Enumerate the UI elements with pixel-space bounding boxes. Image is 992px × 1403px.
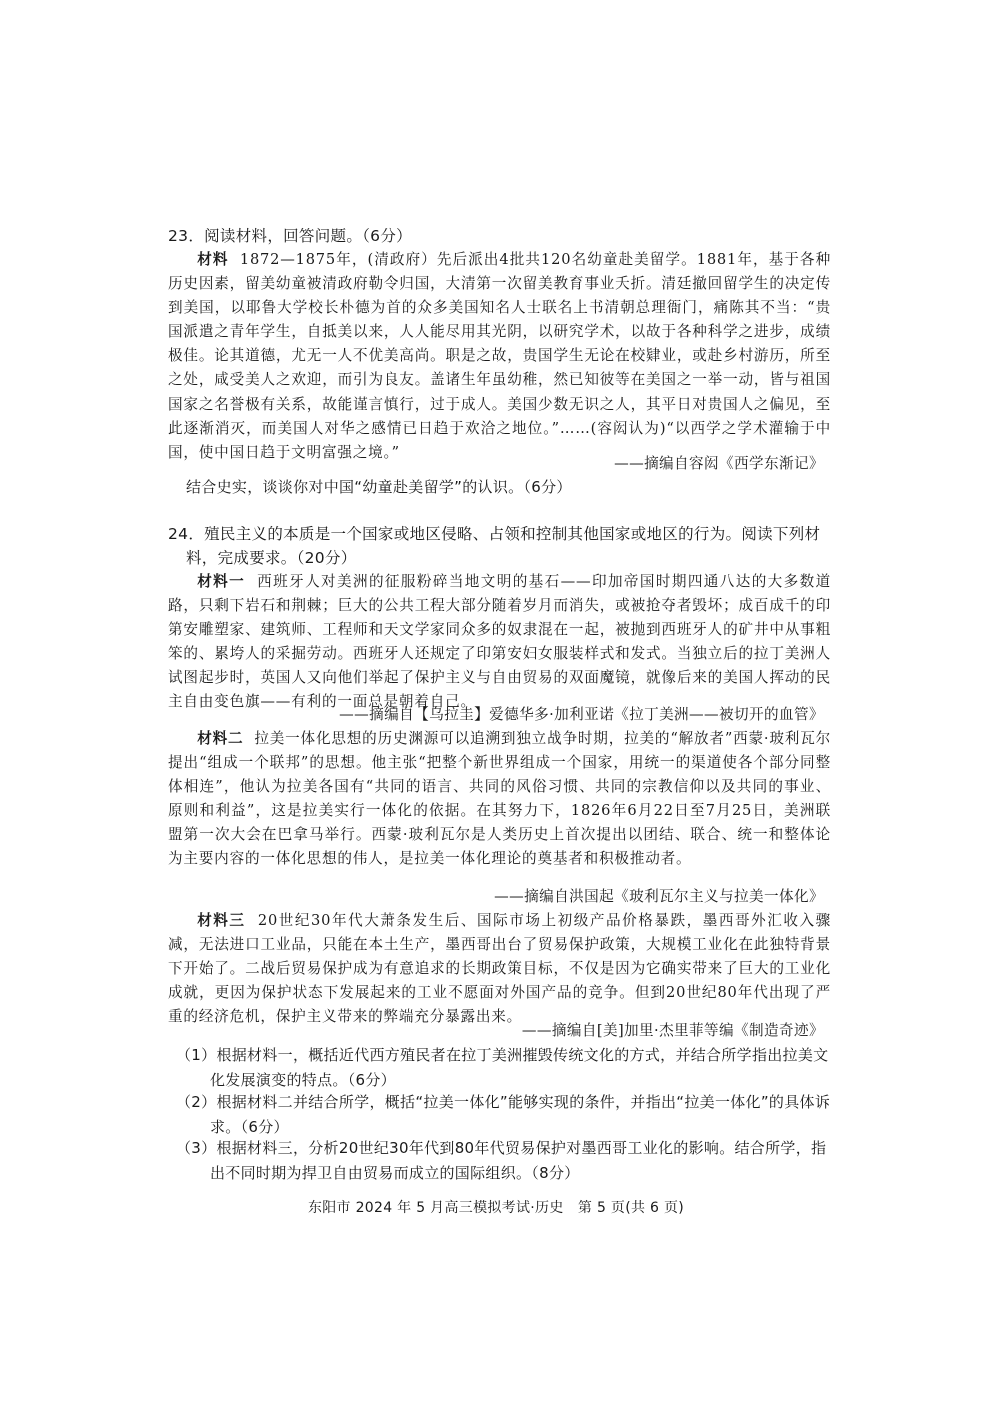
question-23-title: 23．阅读材料，回答问题。（6分） xyxy=(168,227,412,245)
material-1-source: ——摘编自【乌拉圭】爱德华多·加利亚诺《拉丁美洲——被切开的血管》 xyxy=(339,706,824,723)
material-2-source: ——摘编自洪国起《玻利瓦尔主义与拉美一体化》 xyxy=(494,888,824,905)
q24-material-3 xyxy=(168,909,831,1029)
question-24-title-text: 24．殖民主义的本质是一个国家或地区侵略、占领和控制其他国家或地区的行为。阅读下列材料，完成要求。（20分） xyxy=(168,525,821,567)
material-3-label: 材料三 xyxy=(197,912,246,929)
question-24-title xyxy=(168,522,833,570)
sub-question-3: （3）根据材料三，分析20世纪30年代到80年代贸易保护对墨西哥工业化的影响。结合所学，指出不同时期为捍卫自由贸易而成立的国际组织。（8分） xyxy=(176,1139,827,1182)
material-3-text: 20世纪30年代大萧条发生后、国际市场上初级产品价格暴跌，墨西哥外汇收入骤减，无法进口工业品，只能在本土生产，墨西哥出台了贸易保护政策，大规模工业化在此独特背景下开始了。二战后贸易保护成为有意追求的长期政策目标，不仅是因为它确实带来了巨大的工业化成就，更因为保护状态下发展起来的工业不愿面对外国产品的竞争。但到20世纪80年代出现了严重的经济危机，保护主义带来的弊端充分暴露出来。 xyxy=(168,912,831,1026)
material-2-label: 材料二 xyxy=(197,730,244,747)
question-23-prompt: 结合史实，谈谈你对中国“幼童赴美留学”的认识。（6分） xyxy=(186,478,572,496)
material-1-label: 材料一 xyxy=(197,573,246,590)
q24-material-1 xyxy=(168,570,831,715)
material-label: 材料 xyxy=(197,251,229,268)
question-23-material xyxy=(168,248,831,465)
sub-question-1: （1）根据材料一，概括近代西方殖民者在拉丁美洲摧毁传统文化的方式，并结合所学指出拉美文化发展演变的特点。（6分） xyxy=(176,1046,829,1089)
material-1-text: 西班牙人对美洲的征服粉碎当地文明的基石——印加帝国时期四通八达的大多数道路，只剩下岩石和荆棘；巨大的公共工程大部分随着岁月而消失，或被抢夺者毁坏；成百成千的印第安雕塑家、建筑师、工程师和天文学家同众多的奴隶混在一起，被抛到西班牙人的矿井中从事粗笨的、累垮人的采掘劳动。西班牙人还规定了印第安妇女服装样式和发式。当独立后的拉丁美洲人试图起步时，英国人又向他们举起了保护主义与自由贸易的双面魔镜，就像后来的美国人挥动的民主自由变色旗——有利的一面总是朝着自己。 xyxy=(168,573,831,711)
page-footer: 东阳市 2024 年 5 月高三模拟考试·历史 第 5 页(共 6 页) xyxy=(307,1200,685,1216)
question-23-source: ——摘编自容闳《西学东渐记》 xyxy=(614,455,824,472)
material-3-source: ——摘编自[美]加里·杰里菲等编《制造奇迹》 xyxy=(521,1022,824,1039)
material-text: 1872—1875年，(清政府）先后派出4批共120名幼童赴美留学。1881年，基于各种历史因素，留美幼童被清政府勒令归国，大清第一次留美教育事业夭折。清廷撤回留学生的决定传到美国，以耶鲁大学校长朴德为首的众多美国知名人士联名上书清朝总理衙门，痛陈其不当：“贵国派遣之青年学生，自抵美以来，人人能尽用其光阴，以研究学术，以故于各种科学之进步，成绩极佳。论其道德，尤无一人不优美高尚。职是之故，贵国学生无论在校肄业，或赴乡村游历，所至之处，咸受美人之欢迎，而引为良友。盖诸生年虽幼稚，然已知彼等在美国之一举一动，皆与祖国国家之名誉极有关系，故能谨言慎行，过于成人。美国少数无识之人，其平日对贵国人之偏见，至此逐渐消灭，而美国人对华之感情已日趋于欢洽之地位。”……(容闳认为)“以西学之学术灌输于中国，使中国日趋于文明富强之境。” xyxy=(168,251,831,461)
sub-question-2: （2）根据材料二并结合所学，概括“拉美一体化”能够实现的条件，并指出“拉美一体化”的具体诉求。（6分） xyxy=(176,1093,831,1136)
material-2-text: 拉美一体化思想的历史渊源可以追溯到独立战争时期，拉美的“解放者”西蒙·玻利瓦尔提出“组成一个联邦”的思想。他主张“把整个新世界组成一个国家，用统一的渠道使各个部分同整体相连”，他认为拉美各国有“共同的语言、共同的风俗习惯、共同的宗教信仰以及共同的事业、原则和利益”，这是拉美实行一体化的依据。在其努力下，1826年6月22日至7月25日，美洲联盟第一次大会在巴拿马举行。西蒙·玻利瓦尔是人类历史上首次提出以团结、联合、统一和整体论为主要内容的一体化思想的伟人，是拉美一体化理论的奠基者和积极推动者。 xyxy=(168,730,831,868)
q24-material-2 xyxy=(168,727,831,872)
